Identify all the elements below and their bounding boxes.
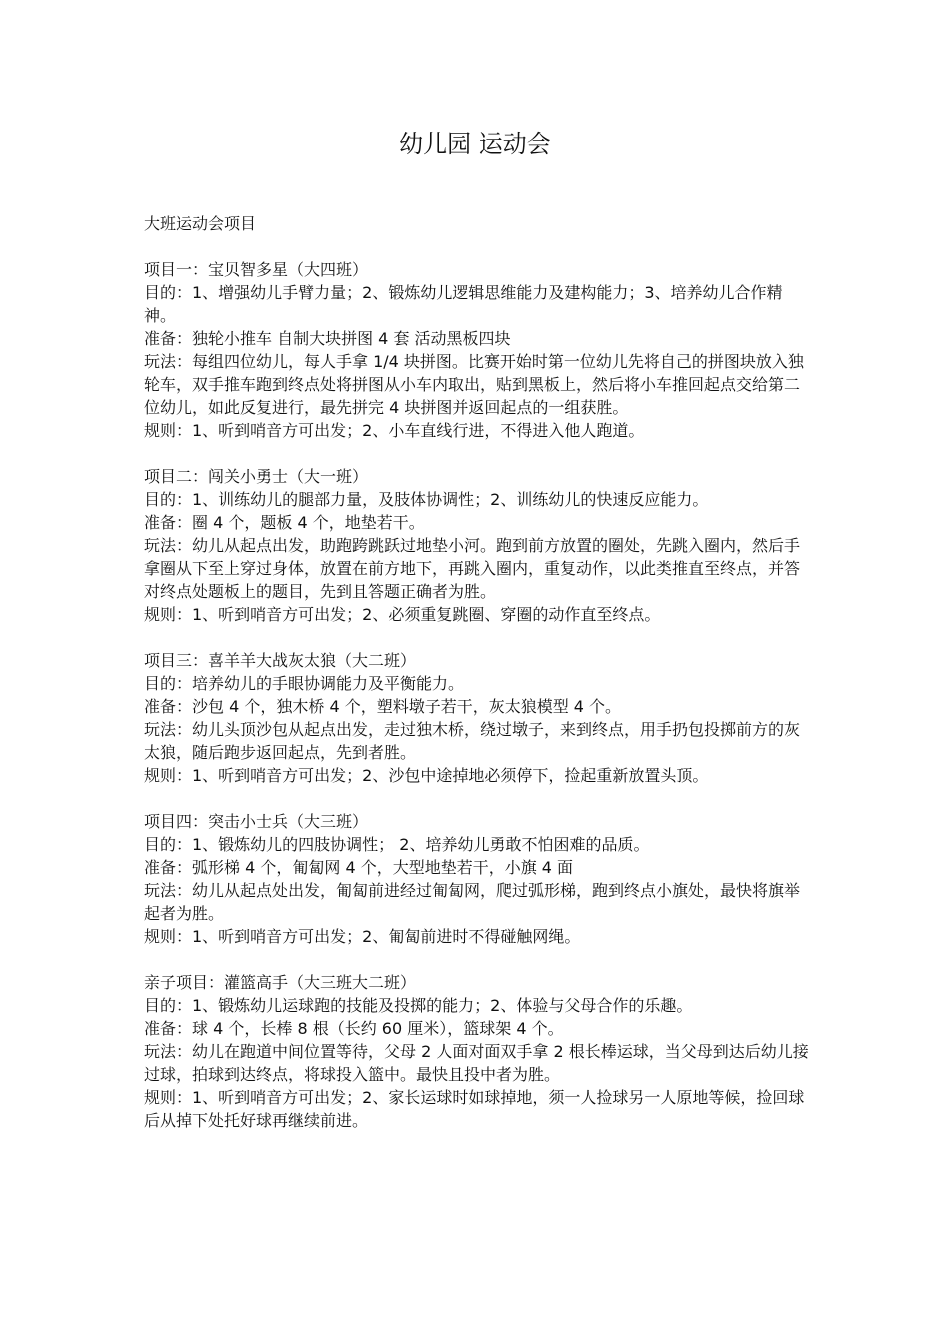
event-goal: 目的：1、训练幼儿的腿部力量，及肢体协调性；2、训练幼儿的快速反应能力。 bbox=[144, 490, 709, 509]
event-rules: 规则：1、听到哨音方可出发；2、匍匐前进时不得碰触网绳。 bbox=[144, 927, 581, 946]
event-goal: 目的：1、锻炼幼儿的四肢协调性； 2、培养幼儿勇敢不怕困难的品质。 bbox=[144, 835, 650, 854]
event-gameplay: 玩法：幼儿从起点处出发，匍匐前进经过匍匐网，爬过弧形梯，跑到终点小旗处，最快将旗举起者为胜。 bbox=[144, 881, 801, 923]
event-gameplay: 玩法：每组四位幼儿，每人手拿 1/4 块拼图。比赛开始时第一位幼儿先将自己的拼图块放入独轮车，双手推车跑到终点处将拼图从小车内取出，贴到黑板上，然后将小车推回起点交给第二位幼儿，如此反复进行，最先拼完 4 块拼图并返回起点的一组获胜。 bbox=[144, 352, 804, 417]
event-heading: 项目四：突击小士兵（大三班） bbox=[144, 812, 369, 831]
event-goal: 目的：培养幼儿的手眼协调能力及平衡能力。 bbox=[144, 674, 465, 693]
event-goal: 目的：1、增强幼儿手臂力量；2、锻炼幼儿逻辑思维能力及建构能力；3、培养幼儿合作精神。 bbox=[144, 283, 783, 325]
event-rules: 规则：1、听到哨音方可出发；2、沙包中途掉地必须停下，捡起重新放置头顶。 bbox=[144, 766, 709, 785]
event-goal: 目的：1、锻炼幼儿运球跑的技能及投掷的能力；2、体验与父母合作的乐趣。 bbox=[144, 996, 693, 1015]
event-gameplay: 玩法：幼儿头顶沙包从起点出发，走过独木桥，绕过墩子，来到终点，用手扔包投掷前方的灰太狼，随后跑步返回起点，先到者胜。 bbox=[144, 720, 801, 762]
event-gameplay: 玩法：幼儿从起点出发，助跑跨跳跃过地垫小河。跑到前方放置的圈处，先跳入圈内，然后手拿圈从下至上穿过身体，放置在前方地下，再跳入圈内，重复动作，以此类推直至终点，并答对终点处题板上的题目，先到且答题正确者为胜。 bbox=[144, 536, 801, 601]
event-rules: 规则：1、听到哨音方可出发；2、小车直线行进，不得进入他人跑道。 bbox=[144, 421, 645, 440]
event-section bbox=[144, 810, 814, 948]
event-preparation: 准备：独轮小推车 自制大块拼图 4 套 活动黑板四块 bbox=[144, 329, 511, 348]
event-heading: 项目三：喜羊羊大战灰太狼（大二班） bbox=[144, 651, 417, 670]
event-preparation: 准备：圈 4 个，题板 4 个，地垫若干。 bbox=[144, 513, 425, 532]
event-heading: 亲子项目：灌篮高手（大三班大二班） bbox=[144, 973, 417, 992]
event-heading: 项目二：闯关小勇士（大一班） bbox=[144, 467, 369, 486]
event-preparation: 准备：球 4 个，长棒 8 根（长约 60 厘米），篮球架 4 个。 bbox=[144, 1019, 564, 1038]
event-section bbox=[144, 465, 814, 626]
event-section bbox=[144, 649, 814, 787]
event-preparation: 准备：弧形梯 4 个，匍匐网 4 个，大型地垫若干，小旗 4 面 bbox=[144, 858, 574, 877]
document-title: 幼儿园 运动会 bbox=[399, 130, 551, 158]
event-section bbox=[144, 971, 814, 1132]
document-body bbox=[144, 212, 814, 1155]
document-subtitle: 大班运动会项目 bbox=[144, 214, 257, 233]
event-rules: 规则：1、听到哨音方可出发；2、家长运球时如球掉地，须一人捡球另一人原地等候，捡回球后从掉下处托好球再继续前进。 bbox=[144, 1088, 805, 1130]
event-gameplay: 玩法：幼儿在跑道中间位置等待，父母 2 人面对面双手拿 2 根长棒运球，当父母到达后幼儿接过球，拍球到达终点，将球投入篮中。最快且投中者为胜。 bbox=[144, 1042, 809, 1084]
event-heading: 项目一：宝贝智多星（大四班） bbox=[144, 260, 369, 279]
event-section bbox=[144, 258, 814, 442]
event-rules: 规则：1、听到哨音方可出发；2、必须重复跳圈、穿圈的动作直至终点。 bbox=[144, 605, 661, 624]
event-preparation: 准备：沙包 4 个，独木桥 4 个，塑料墩子若干，灰太狼模型 4 个。 bbox=[144, 697, 622, 716]
